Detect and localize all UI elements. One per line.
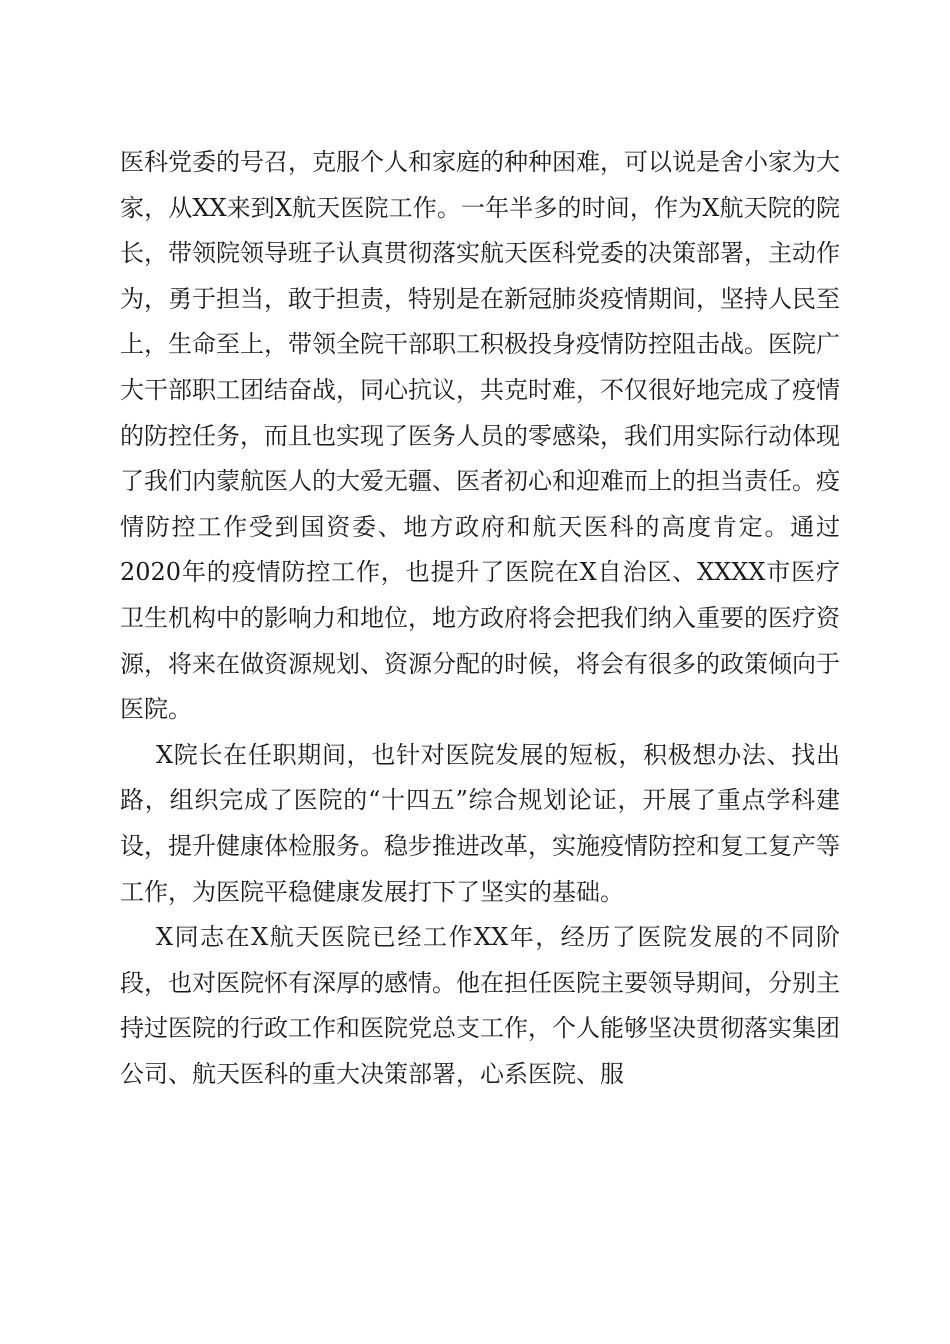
paragraph-3: X同志在X航天医院已经工作XX年，经历了医院发展的不同阶段，也对医院怀有深厚的感情。他在担任医院主要领导期间，分别主持过医院的行政工作和医院党总支工作，个人能够坚决贯彻落实集团公司、航天医科的重大决策部署，心系医院、服 bbox=[120, 923, 840, 1088]
paragraph-2: X院长在任职期间，也针对医院发展的短板，积极想办法、找出路，组织完成了医院的“十四五”综合规划论证，开展了重点学科建设，提升健康体检服务。稳步推进改革，实施疫情防控和复工复产等工作，为医院平稳健康发展打下了坚实的基础。 bbox=[120, 740, 840, 906]
paragraph-1: 医科党委的号召，克服个人和家庭的种种困难，可以说是舍小家为大家，从XX来到X航天医院工作。一年半多的时间，作为X航天院的院长，带领院领导班子认真贯彻落实航天医科党委的决策部署，主动作为，勇于担当，敢于担责，特别是在新冠肺炎疫情期间，坚持人民至上，生命至上，带领全院干部职工积极投身疫情防控阻击战。医院广大干部职工团结奋战，同心抗议，共克时难，不仅很好地完成了疫情的防控任务，而且也实现了医务人员的零感染，我们用实际行动体现了我们内蒙航医人的大爱无疆、医者初心和迎难而上的担当责任。疫情防控工作受到国资委、地方政府和航天医科的高度肯定。通过2020年的疫情防控工作，也提升了医院在X自治区、XXXX市医疗卫生机构中的影响力和地位，地方政府将会把我们纳入重要的医疗资源，将来在做资源规划、资源分配的时候，将会有很多的政策倾向于医院。 bbox=[120, 148, 840, 724]
document-body bbox=[120, 140, 840, 1097]
